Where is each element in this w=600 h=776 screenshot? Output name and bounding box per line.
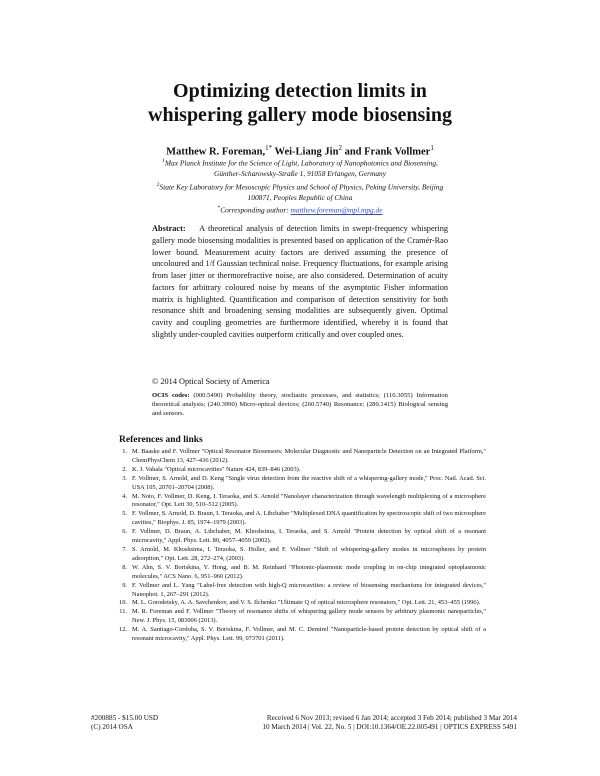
author-foreman-sup: 1* — [265, 144, 273, 152]
affiliation-1-sup: 1 — [162, 158, 165, 164]
affiliation-2 — [150, 180, 450, 204]
abstract-block — [152, 223, 448, 341]
reference-item — [116, 564, 486, 582]
reference-item — [116, 493, 486, 511]
reference-text: W. Ahn, S. V. Boriskina, Y. Hong, and B. M. Reinhard "Photonic-plasmonic mode coupling in on-chip integrated optoplasmonic molecules," ACS Nano. 6, 951–960 (2012). — [132, 563, 486, 580]
reference-number: 7. — [122, 545, 127, 553]
corresponding-label: Corresponding author: — [220, 205, 291, 215]
reference-item — [116, 626, 486, 644]
ocis-text: (000.5490) Probability theory, stochastic processes, and statistics; (110.3055) Information theoretical analysis; (240.3990) Micro-optical devices; (260.5740) Resonance; (280.1415) Biological sensing and sensors. — [152, 392, 448, 417]
reference-number: 11. — [119, 608, 127, 616]
reference-number: 1. — [122, 448, 127, 455]
affiliation-2-text: State Key Laboratory for Mesoscopic Physics and School of Physics, Peking University, Beijing 100871, Peoples Republic of China — [159, 182, 444, 202]
reference-number: 2. — [122, 465, 127, 473]
reference-text: M. A. Santiago-Cordoba, S. V. Boriskina, F. Vollmer, and M. C. Demirel "Nanoparticle-based protein detection by optical shift of a resonant microcavity," Appl. Phys. Lett. 99, 073701 (2011). — [132, 626, 486, 643]
paper-title — [0, 79, 600, 127]
affiliation-1 — [150, 156, 450, 180]
reference-item — [116, 546, 486, 564]
reference-number: 5. — [122, 510, 127, 518]
reference-number: 12. — [119, 626, 127, 634]
footer-osa: (C) 2014 OSA — [91, 723, 133, 731]
reference-text: F. Vollmer, D. Braun, A. Libchaber, M. Khoshsima, I. Teraoka, and S. Arnold "Protein detection by optical shift of a resonant microcavity," Appl. Phys. Lett. 80, 4057–4059 (2002). — [132, 528, 486, 545]
ocis-label: OCIS codes: — [152, 392, 190, 399]
reference-item — [116, 510, 486, 528]
reference-item — [116, 608, 486, 626]
affiliations — [150, 156, 450, 216]
reference-number: 4. — [122, 492, 127, 500]
reference-number: 3. — [122, 474, 127, 482]
reference-item — [116, 475, 486, 493]
reference-text: M. L. Gorodetsky, A. A. Savchenkov, and V. S. Ilchenko "Ultimate Q of optical microsphere resonators," Opt. Lett. 21, 453–455 (1996). — [132, 599, 481, 607]
author-foreman: Matthew R. Foreman, — [166, 146, 266, 158]
reference-item — [116, 448, 486, 466]
author-vollmer: and Frank Vollmer — [341, 146, 431, 158]
affiliation-1-text: Max Planck Institute for the Science of Light, Laboratory of Nanophotonics and Biosensing, Günther-Scharowsky-Straße 1, 91058 Erlangen, Germany — [164, 158, 438, 179]
reference-item — [116, 528, 486, 546]
abstract-text: A theoretical analysis of detection limits in swept-frequency whispering gallery mode biosensing modalities is presented based on application of the Cramér-Rao lower bound. Measurement acuity factors are derived assuming the presence of uncoloured and 1/f Gaussian technical noise. Frequency fluctuations, for example arising from laser jitter or thermorefractive noise, are also considered. Determination of acuity factors for arbitrary coloured noise by means of the asymptotic Fisher information matrix is highlighted. Quantification and comparison of detection sensitivity for both resonance shift and broadening sensing modalities are subsequently given. Optimal cavity and coupling geometries are furthermore identified, whereby it is found that slightly under-coupled cavities outperform critically and over coupled ones. — [152, 224, 449, 339]
reference-list — [116, 448, 486, 644]
author-vollmer-sup: 1 — [430, 144, 434, 152]
reference-text: M. R. Foreman and F. Vollmer "Theory of resonance shifts of whispering gallery mode sensors by arbitrary plasmonic nanoparticles," New. J. Phys. 15, 083006 (2013). — [132, 608, 486, 625]
ocis-codes — [152, 391, 448, 418]
corresponding-author — [150, 203, 450, 216]
footer-right — [262, 714, 517, 732]
reference-item — [116, 599, 486, 608]
author-jin: Wei-Liang Jin — [272, 146, 339, 158]
reference-text: S. Arnold, M. Khoshsima, I. Teraoka, S. Holler, and F. Vollmer "Shift of whispering-gallery modes in microspheres by protein adsorption," Opt. Lett. 28, 272–274, (2003). — [132, 545, 486, 562]
footer-dates: Received 6 Nov 2013; revised 6 Jan 2014; accepted 3 Feb 2014; published 3 Mar 2014 — [266, 714, 517, 722]
abstract-label: Abstract: — [152, 224, 186, 233]
reference-text: F. Vollmer, S. Arnold, and D. Keng "Single virus detection from the reactive shift of a whispering-gallery mode," Proc. Natl. Acad. Sci. USA 105, 20701–20704 (2008). — [132, 474, 486, 491]
reference-number: 9. — [122, 581, 127, 589]
reference-number: 10. — [119, 599, 127, 607]
references-heading: References and links — [119, 435, 203, 445]
affiliation-2-sup: 2 — [156, 181, 160, 188]
reference-text: F. Vollmer and L. Yang "Label-free detection with high-Q microcavities: a review of biosensing mechanisms for integrated devices," Nanophot. 1, 267–291 (2012). — [132, 581, 486, 598]
footer-price: #200885 - $15.00 USD — [91, 714, 159, 722]
reference-item — [116, 582, 486, 600]
reference-number: 8. — [122, 563, 127, 571]
title-line-1: Optimizing detection limits in — [173, 80, 427, 102]
title-line-2: whispering gallery mode biosensing — [148, 104, 452, 126]
reference-text: M. Noto, F. Vollmer, D. Keng, I. Teraoka, and S. Arnold "Nanolayer characterization through wavelength multiplexing of a microsphere resonator," Opt. Lett 30, 510–512 (2005). — [132, 492, 486, 509]
corresponding-sup: * — [217, 205, 221, 212]
reference-text: F. Vollmer, S. Arnold, D. Braun, I. Teraoka, and A. Libchaber "Multiplexed DNA quantification by spectroscopic shift of two microsphere cavities," Biophys. J. 85, 1974–1979 (2003). — [132, 510, 486, 527]
corresponding-email-link[interactable]: matthew.foreman@mpl.mpg.de — [290, 205, 383, 215]
author-jin-sup: 2 — [338, 144, 342, 152]
reference-item — [116, 466, 486, 475]
reference-text: M. Baaske and F. Vollmer "Optical Resonator Biosensors: Molecular Diagnostic and Nanoparticle Detection on an Integrated Platform," ChemPhysChem 13, 427–436 (2012). — [132, 448, 486, 464]
reference-number: 6. — [122, 528, 127, 536]
reference-text: K. J. Vahala "Optical microcavities" Nature 424, 839–846 (2003). — [132, 465, 301, 473]
footer-citation: 10 March 2014 | Vol. 22, No. 5 | DOI:10.1364/OE.22.005491 | OPTICS EXPRESS 5491 — [262, 723, 517, 731]
copyright-notice: © 2014 Optical Society of America — [152, 377, 270, 386]
footer-left — [91, 714, 158, 732]
